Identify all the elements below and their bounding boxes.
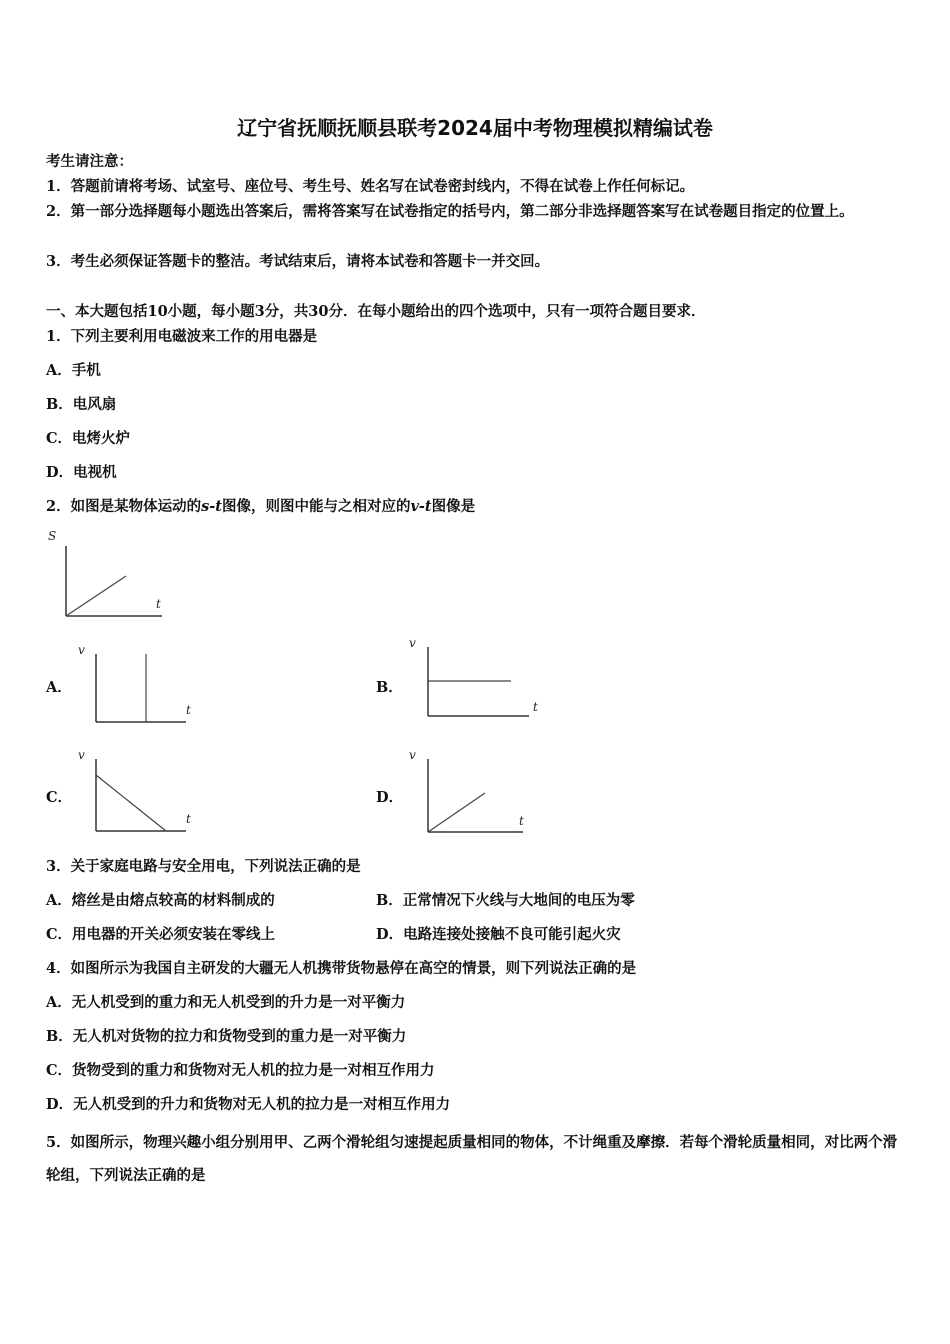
q4-option-a: A．无人机受到的重力和无人机受到的升力是一对平衡力: [46, 994, 406, 1011]
q4-stem: 4．如图所示为我国自主研发的大疆无人机携带货物悬停在高空的情景，则下列说法正确的是: [46, 960, 637, 977]
st-graph: [44, 526, 174, 622]
option-b-y-label: v: [409, 636, 416, 650]
st-graph-line: [66, 576, 126, 616]
q2-option-d-label: D．: [376, 789, 404, 806]
q3-option-c: C．用电器的开关必须安装在零线上: [46, 926, 276, 943]
q4-option-c: C．货物受到的重力和货物对无人机的拉力是一对相互作用力: [46, 1062, 435, 1079]
option-a-x-label: t: [186, 703, 191, 717]
q2-stem-pre: 2．如图是某物体运动的: [46, 498, 202, 515]
notice-item-1: 1．答题前请将考场、试室号、座位号、考生号、姓名写在试卷密封线内，不得在试卷上作任何标记。: [46, 178, 695, 195]
page-title: 辽宁省抚顺抚顺县联考2024届中考物理模拟精编试卷: [237, 116, 713, 140]
q4-option-d: D．无人机受到的升力和货物对无人机的拉力是一对相互作用力: [46, 1096, 451, 1113]
q3-option-b: B．正常情况下火线与大地间的电压为零: [376, 892, 635, 909]
option-b-x-label: t: [533, 700, 538, 714]
notice-item-3: 3．考生必须保证答题卡的整洁。考试结束后，请将本试卷和答题卡一并交回。: [46, 253, 550, 270]
option-a-y-label: v: [78, 643, 85, 657]
q2-option-a-label: A．: [46, 679, 72, 696]
st-graph-x-label: t: [156, 597, 161, 611]
option-d-line: [428, 793, 485, 832]
q3-stem: 3．关于家庭电路与安全用电，下列说法正确的是: [46, 858, 361, 875]
q1-option-b: B．电风扇: [46, 396, 117, 413]
q2-option-a-graph: [74, 640, 204, 730]
q5-stem: 5．如图所示，物理兴趣小组分别用甲、乙两个滑轮组匀速提起质量相同的物体，不计绳重及摩擦．若每个滑轮质量相同，对比两个滑轮组，下列说法正确的是: [46, 1134, 898, 1184]
q1-stem: 1．下列主要利用电磁波来工作的用电器是: [46, 328, 318, 345]
q2-option-c-graph: [74, 745, 204, 837]
q3-option-a: A．熔丝是由熔点较高的材料制成的: [46, 892, 275, 909]
q2-option-c-label: C．: [46, 789, 73, 806]
option-c-x-label: t: [186, 812, 191, 826]
q2-option-b-graph: [405, 633, 545, 723]
q4-option-b: B．无人机对货物的拉力和货物受到的重力是一对平衡力: [46, 1028, 407, 1045]
q2-stem-post: 图像是: [431, 498, 476, 515]
q1-option-d: D．电视机: [46, 464, 117, 481]
st-graph-y-label: S: [48, 529, 57, 543]
option-d-y-label: v: [409, 748, 416, 762]
q2-var-vt: v-t: [410, 498, 432, 515]
option-c-y-label: v: [78, 748, 85, 762]
q2-stem-mid: 图像，则图中能与之相对应的: [221, 498, 411, 515]
q3-option-d: D．电路连接处接触不良可能引起火灾: [376, 926, 621, 943]
notice-heading: 考生请注意：: [46, 153, 133, 170]
q1-option-a: A．手机: [46, 362, 101, 379]
q2-stem: [46, 497, 475, 517]
section-heading: 一、本大题包括10小题，每小题3分，共30分．在每小题给出的四个选项中，只有一项符合题目要求．: [46, 303, 706, 320]
q2-option-b-label: B．: [376, 679, 403, 696]
q2-option-d-graph: [405, 745, 535, 837]
option-c-line: [96, 775, 166, 831]
q2-var-st: s-t: [201, 498, 222, 515]
option-d-x-label: t: [519, 814, 524, 828]
notice-item-2: 2．第一部分选择题每小题选出答案后，需将答案写在试卷指定的括号内，第二部分非选择题答案写在试卷题目指定的位置上。: [46, 203, 854, 220]
q1-option-c: C．电烤火炉: [46, 430, 131, 447]
